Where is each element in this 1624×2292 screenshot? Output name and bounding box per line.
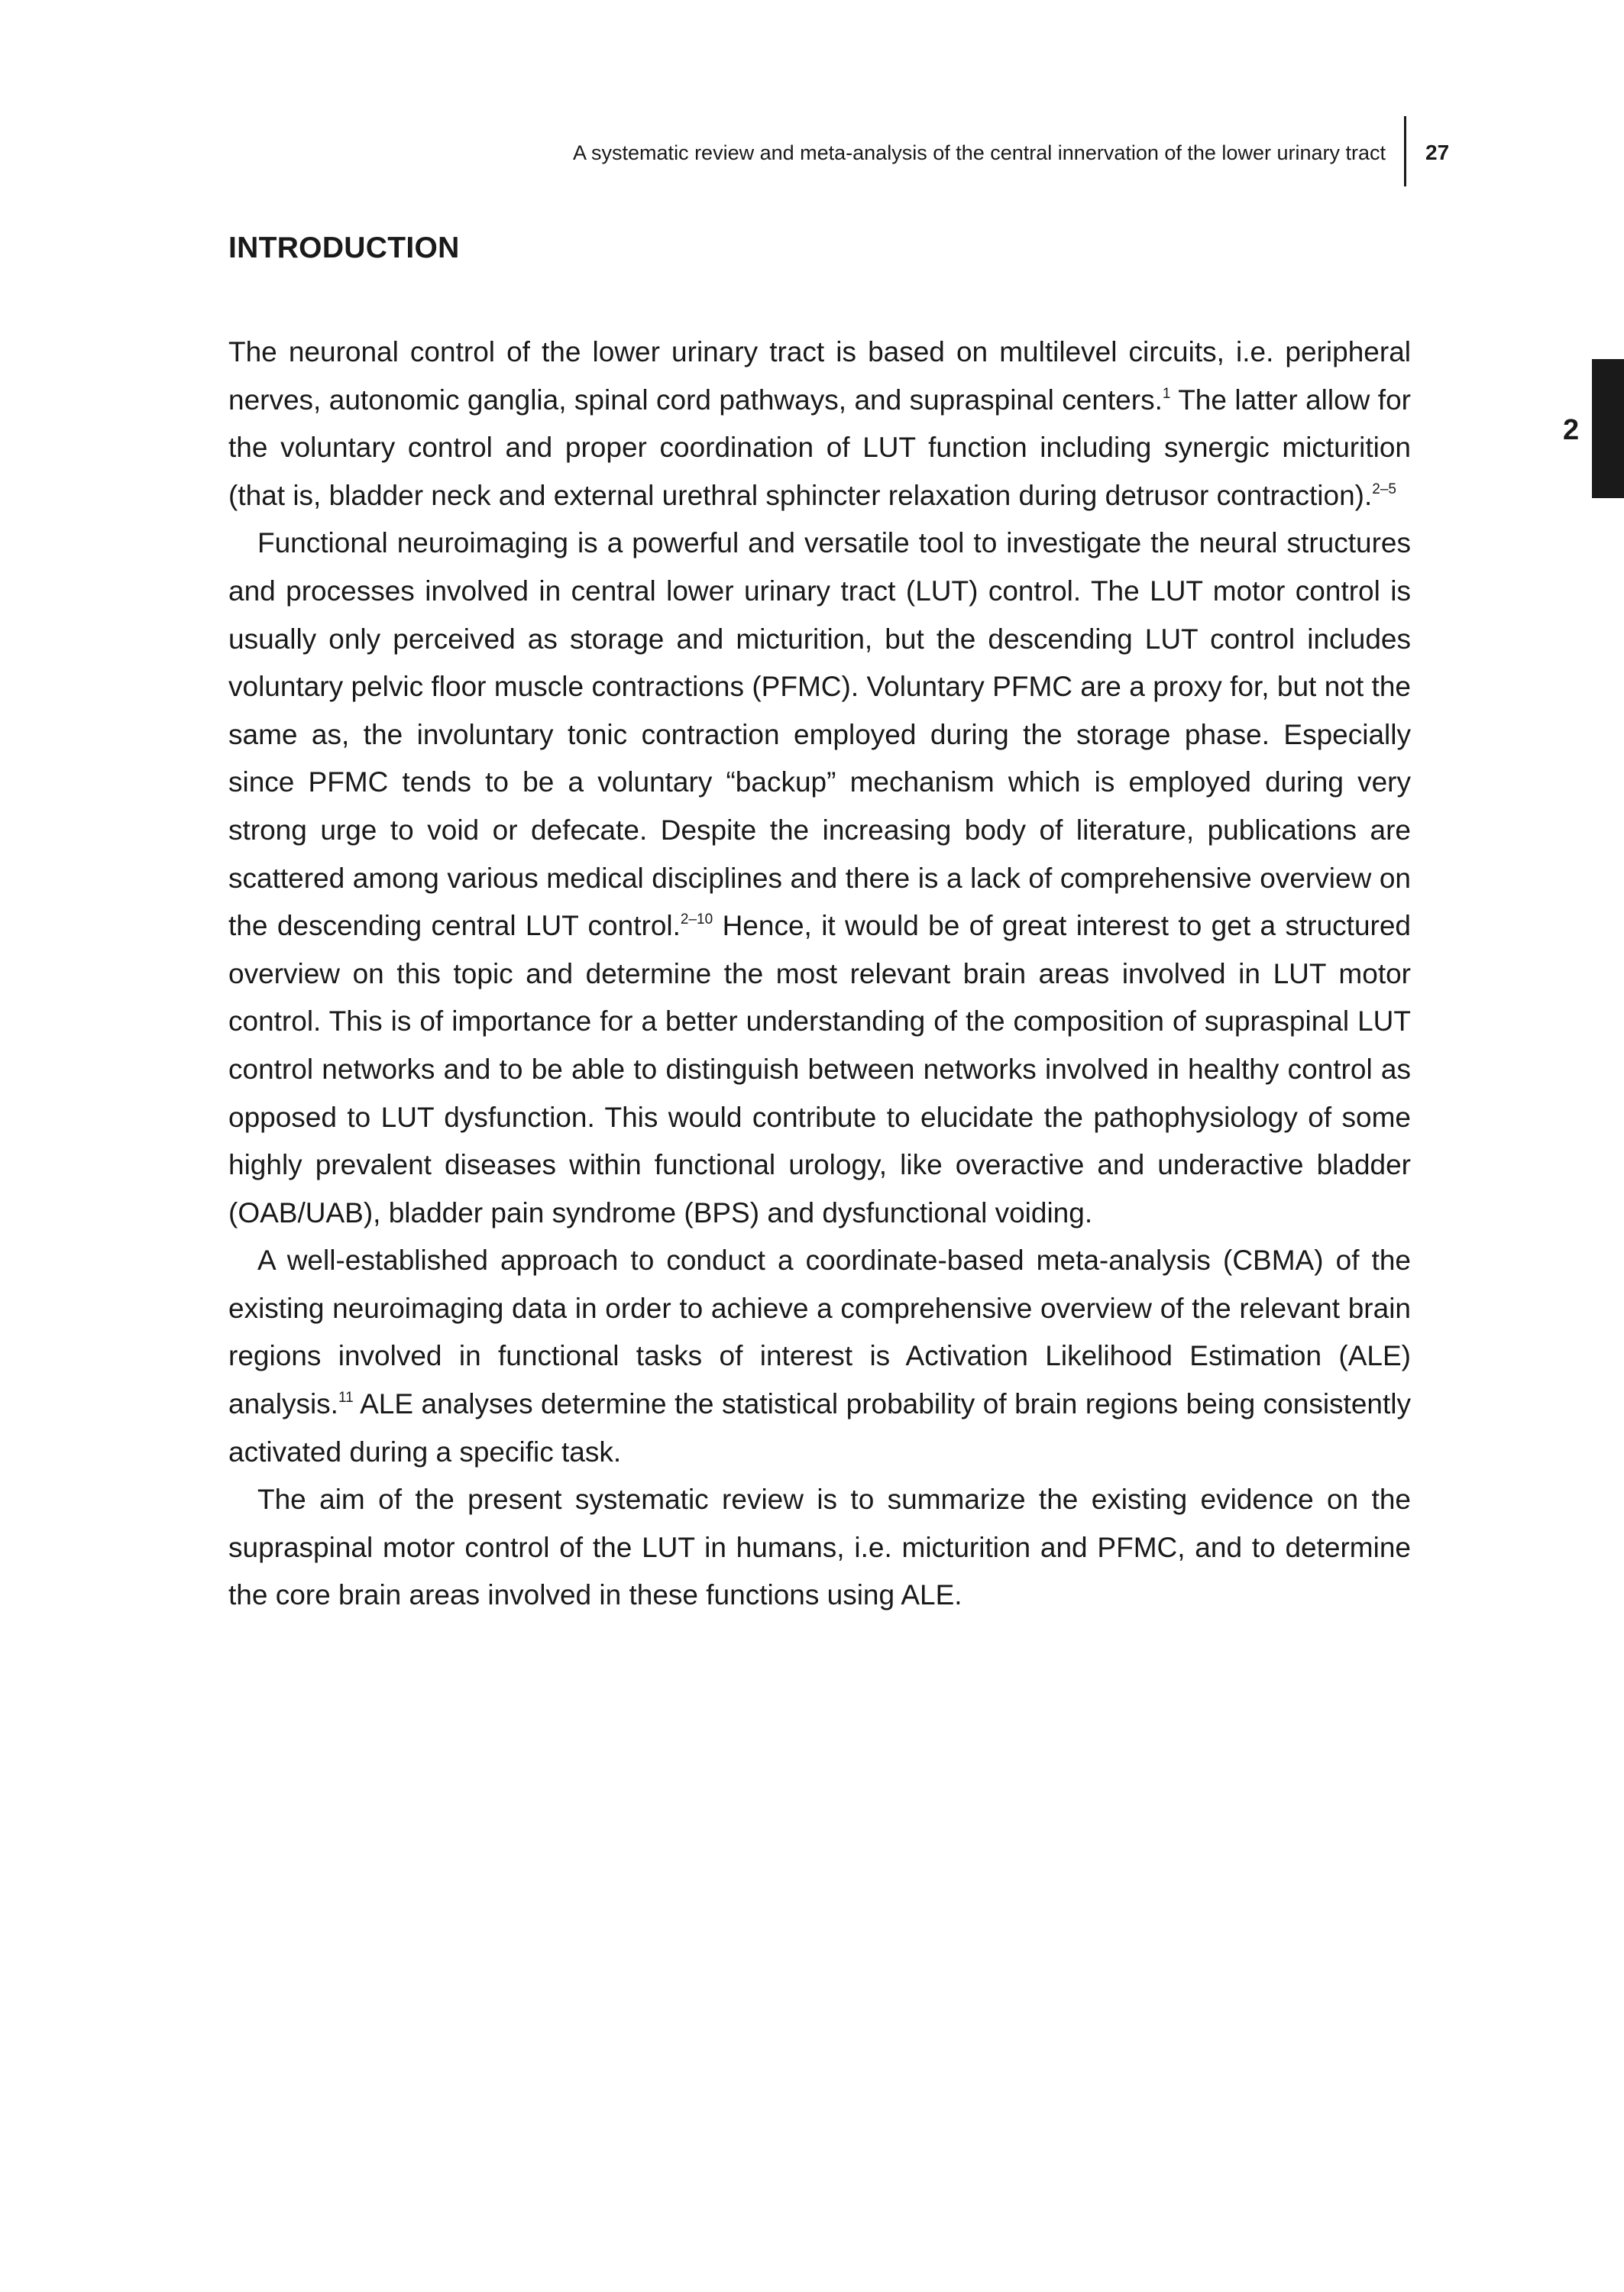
citation: 1	[1162, 385, 1171, 402]
citation: 11	[338, 1390, 354, 1407]
page-number: 27	[1425, 141, 1450, 164]
chapter-number: 2	[1563, 414, 1580, 446]
paragraph-text: The neuronal control of the lower urinary tract is based on multilevel circuits, i.e. peripheral nerves, autonomic ganglia, spinal cord pathways, and supraspinal centers.	[228, 336, 1411, 416]
running-head: A systematic review and meta-analysis of the central innervation of the lower urinary tract	[573, 141, 1386, 164]
paragraph-text: Hence, it would be of great interest to get a structured overview on this topic and determine the most relevant brain areas involved in LUT motor control. This is of importance for a better understanding of the composition of supraspinal LUT control networks and to be able to distinguish between networks involved in healthy control as opposed to LUT dysfunction. This would contribute to elucidate the pathophysiology of some highly prevalent diseases within functional urology, like overactive and underactive bladder (OAB/UAB), bladder pain syndrome (BPS) and dysfunctional voiding.	[228, 910, 1411, 1229]
paragraph-text: The latter allow for the voluntary control and proper coordination of LUT function including synergic micturition (that is, bladder neck and external urethral sphincter relaxation during detrusor contraction).	[228, 384, 1411, 511]
section-heading: INTRODUCTION	[228, 231, 460, 264]
header-divider	[1404, 116, 1406, 186]
paragraph-text: ALE analyses determine the statistical probability of brain regions being consistently activated during a specific task.	[228, 1388, 1411, 1468]
chapter-thumb-tab	[1592, 359, 1624, 498]
paragraph-text: A well-established approach to conduct a coordinate-based meta-analysis (CBMA) of the existing neuroimaging data in order to achieve a comprehensive overview of the relevant brain regions involved in functional tasks of interest is Activation Likelihood Estimation (ALE) analysis.	[228, 1245, 1411, 1420]
body-text	[228, 329, 1411, 1620]
citation: 2–10	[680, 911, 713, 928]
paragraph-1	[228, 329, 1411, 520]
paragraph-3	[228, 1237, 1411, 1476]
paragraph-text: Functional neuroimaging is a powerful and versatile tool to investigate the neural structures and processes involved in central lower urinary tract (LUT) control. The LUT motor control is usually only perceived as storage and micturition, but the descending LUT control includes voluntary pelvic floor muscle contractions (PFMC). Voluntary PFMC are a proxy for, but not the same as, the involuntary tonic contraction employed during the storage phase. Especially since PFMC tends to be a voluntary “backup” mechanism which is employed during very strong urge to void or defecate. Despite the increasing body of literature, publications are scattered among various medical disciplines and there is a lack of comprehensive overview on the descending central LUT control.	[228, 527, 1411, 942]
citation: 2–5	[1372, 481, 1396, 497]
paragraph-2	[228, 520, 1411, 1237]
paragraph-text: The aim of the present systematic review is to summarize the existing evidence on the supraspinal motor control of the LUT in humans, i.e. micturition and PFMC, and to determine the core brain areas involved in these functions using ALE.	[228, 1484, 1411, 1611]
paragraph-4	[228, 1476, 1411, 1620]
